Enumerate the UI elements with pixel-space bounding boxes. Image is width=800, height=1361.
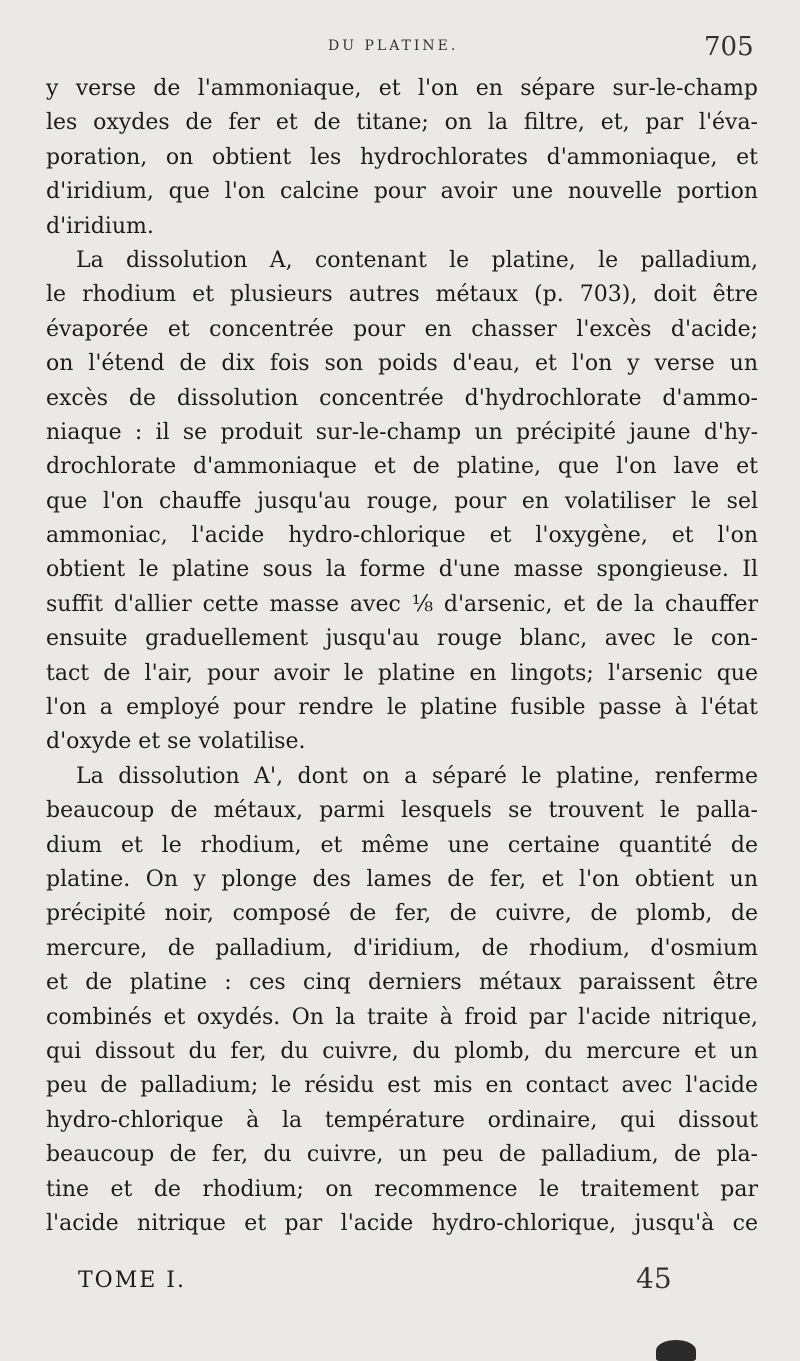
text-line: tine et de rhodium; on recommence le traitement par	[46, 1176, 758, 1202]
text-line: beaucoup de métaux, parmi lesquels se trouvent le palla-	[46, 798, 758, 824]
text-line: La dissolution A, contenant le platine, le palladium,	[76, 247, 758, 273]
page-footer	[0, 1262, 800, 1302]
text-line: ensuite graduellement jusqu'au rouge blanc, avec le con-	[46, 626, 758, 652]
text-line: mercure, de palladium, d'iridium, de rhodium, d'osmium	[46, 935, 758, 961]
running-title: DU PLATINE.	[328, 38, 459, 54]
text-line: l'on a employé pour rendre le platine fusible passe à l'état	[46, 695, 758, 721]
text-line: d'iridium.	[46, 213, 154, 239]
text-line: précipité noir, composé de fer, de cuivre, de plomb, de	[46, 901, 758, 927]
text-line: d'iridium, que l'on calcine pour avoir une nouvelle portion	[46, 179, 758, 205]
text-line: niaque : il se produit sur-le-champ un précipité jaune d'hy-	[46, 419, 758, 445]
text-line: suffit d'allier cette masse avec ⅛ d'arsenic, et de la chauffer	[46, 591, 758, 617]
text-line: poration, on obtient les hydrochlorates d'ammoniaque, et	[46, 144, 758, 170]
text-line: que l'on chauffe jusqu'au rouge, pour en volatiliser le sel	[46, 488, 758, 514]
running-head	[0, 30, 800, 60]
text-line: on l'étend de dix fois son poids d'eau, et l'on y verse un	[46, 351, 758, 377]
signature-mark: TOME I.	[78, 1268, 186, 1293]
text-line: tact de l'air, pour avoir le platine en lingots; l'arsenic que	[46, 660, 758, 686]
page-number: 705	[704, 32, 754, 62]
text-line: ammoniac, l'acide hydro-chlorique et l'oxygène, et l'on	[46, 523, 758, 549]
text-line: obtient le platine sous la forme d'une masse spongieuse. Il	[46, 557, 758, 583]
text-line: hydro-chlorique à la température ordinaire, qui dissout	[46, 1107, 758, 1133]
text-line: platine. On y plonge des lames de fer, et l'on obtient un	[46, 866, 758, 892]
body-text	[46, 72, 758, 1241]
text-line: d'oxyde et se volatilise.	[46, 729, 306, 755]
text-line: les oxydes de fer et de titane; on la filtre, et, par l'éva-	[46, 110, 758, 136]
text-line: qui dissout du fer, du cuivre, du plomb, du mercure et un	[46, 1038, 758, 1064]
text-line: y verse de l'ammoniaque, et l'on en sépare sur-le-champ	[46, 76, 758, 101]
text-line: peu de palladium; le résidu est mis en contact avec l'acide	[46, 1073, 758, 1099]
signature-number: 45	[636, 1262, 672, 1295]
text-line: excès de dissolution concentrée d'hydrochlorate d'ammo-	[46, 385, 758, 411]
text-line: l'acide nitrique et par l'acide hydro-chlorique, jusqu'à ce	[46, 1210, 758, 1236]
ink-stain	[656, 1340, 696, 1361]
text-line: combinés et oxydés. On la traite à froid par l'acide nitrique,	[46, 1004, 758, 1030]
text-line: La dissolution A', dont on a séparé le platine, renferme	[76, 763, 758, 789]
text-line: évaporée et concentrée pour en chasser l'excès d'acide;	[46, 316, 758, 342]
text-line: le rhodium et plusieurs autres métaux (p. 703), doit être	[46, 282, 758, 308]
text-line: dium et le rhodium, et même une certaine quantité de	[46, 832, 758, 858]
text-line: drochlorate d'ammoniaque et de platine, que l'on lave et	[46, 454, 758, 480]
text-line: et de platine : ces cinq derniers métaux paraissent être	[46, 970, 758, 996]
text-line: beaucoup de fer, du cuivre, un peu de palladium, de pla-	[46, 1142, 758, 1168]
